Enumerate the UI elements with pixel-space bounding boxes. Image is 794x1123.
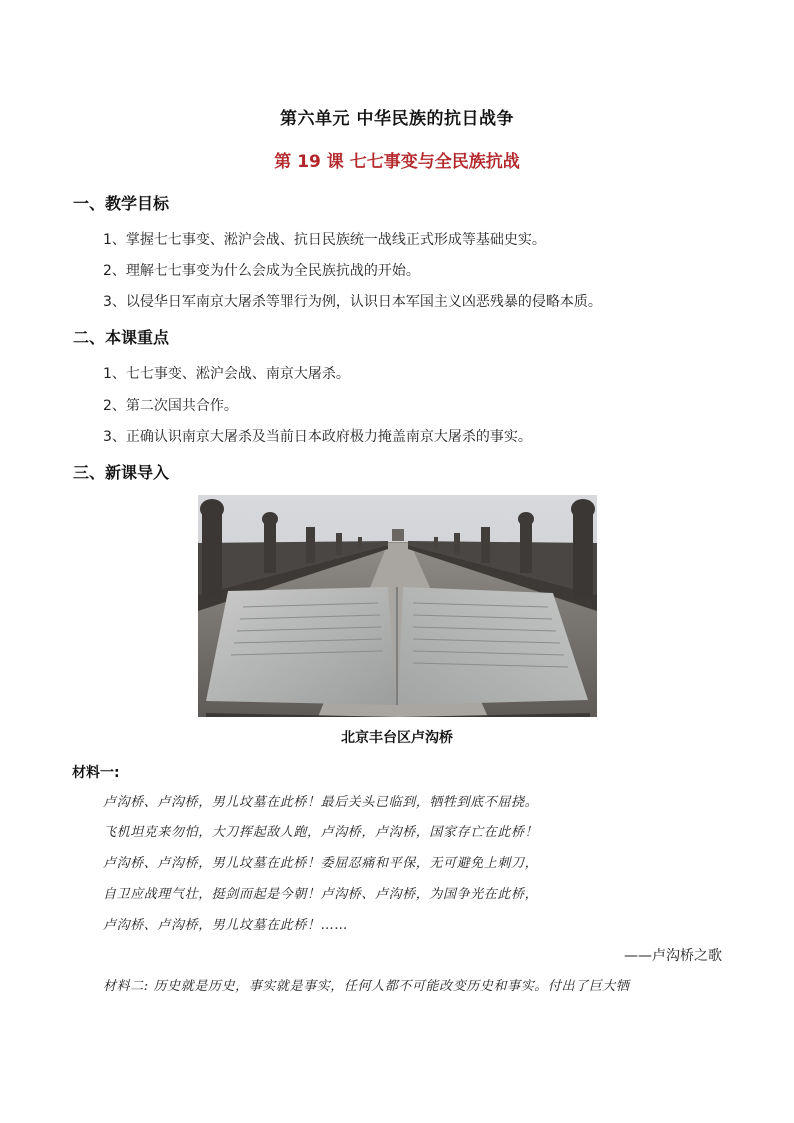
material-two-text: 材料二: 历史就是历史，事实就是事实，任何人都不可能改变历史和事实。付出了巨大牺: [103, 979, 630, 994]
lesson-title: 第 19 课 七七事变与全民族抗战: [274, 152, 520, 172]
section-heading-key-points: 二、本课重点: [73, 328, 170, 347]
key-point-item: 3、正确认识南京大屠杀及当前日本政府极力掩盖南京大屠杀的事实。: [103, 429, 532, 445]
poem-line: 飞机坦克来勿怕，大刀挥起敌人跑，卢沟桥，卢沟桥，国家存亡在此桥！: [103, 825, 539, 840]
photo-caption: 北京丰台区卢沟桥: [341, 730, 453, 746]
poem-line: 卢沟桥、卢沟桥，男儿坟墓在此桥！……: [103, 918, 348, 933]
poem-source: ——卢沟桥之歌: [624, 948, 722, 964]
unit-title: 第六单元 中华民族的抗日战争: [280, 109, 514, 129]
objective-item: 2、理解七七事变为什么会成为全民族抗战的开始。: [103, 263, 420, 279]
objective-item: 3、以侵华日军南京大屠杀等罪行为例，认识日本军国主义凶恶残暴的侵略本质。: [103, 294, 602, 310]
key-point-item: 2、第二次国共合作。: [103, 398, 238, 414]
lugou-bridge-photo: [198, 495, 597, 717]
key-point-item: 1、七七事变、淞沪会战、南京大屠杀。: [103, 366, 350, 382]
poem-line: 自卫应战理气壮，挺剑而起是今朝！卢沟桥、卢沟桥，为国争光在此桥，: [103, 887, 539, 902]
poem-line: 卢沟桥、卢沟桥，男儿坟墓在此桥！委屈忍痛和平保，无可避免上刺刀，: [103, 856, 539, 871]
poem-line: 卢沟桥、卢沟桥，男儿坟墓在此桥！最后关头已临到，牺牲到底不屈挠。: [103, 795, 539, 810]
material-one-heading: 材料一:: [72, 765, 120, 781]
objective-item: 1、掌握七七事变、淞沪会战、抗日民族统一战线正式形成等基础史实。: [103, 232, 546, 248]
section-heading-introduction: 三、新课导入: [73, 463, 170, 482]
section-heading-objectives: 一、教学目标: [73, 194, 170, 213]
